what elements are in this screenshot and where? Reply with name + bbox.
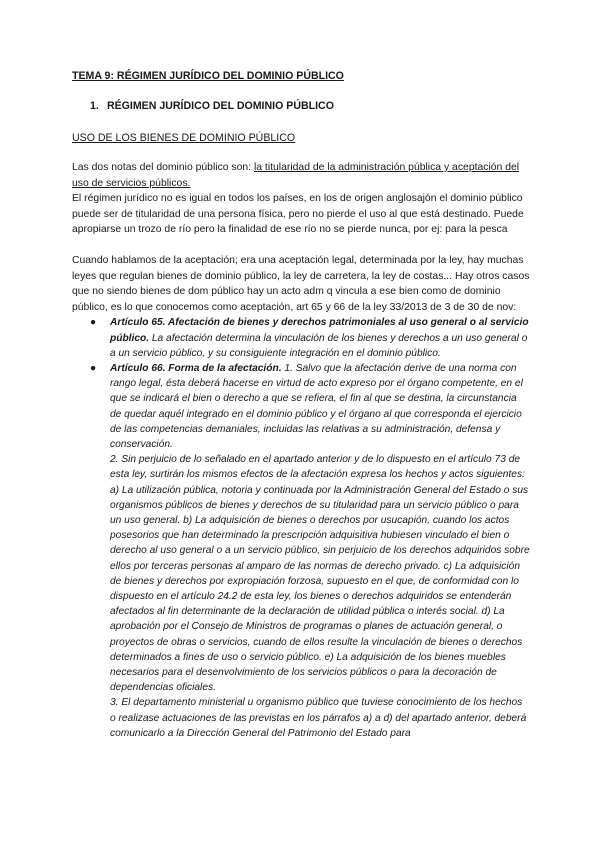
article-list bbox=[72, 315, 530, 452]
page-title: TEMA 9: RÉGIMEN JURÍDICO DEL DOMINIO PÚBLICO bbox=[72, 70, 344, 82]
paragraph-1-underlined: la titularidad de la administración pública y aceptación del uso de servicios públicos. bbox=[72, 162, 520, 189]
bullet-icon: ● bbox=[90, 362, 97, 374]
article-text: 1. Salvo que la afectación derive de una norma con rango legal, ésta deberá hacerse en virtud de acto expreso por el órgano competente, en el que se indicará el bien o derecho a que se refiera, el fin al que se destina, la circunstancia de quedar aquél integrado en el dominio público y el órgano al que corresponda el ejercicio de las competencias demaniales, incluidas las relativas a su administración, defensa y conservación. bbox=[110, 362, 523, 450]
article-title: Artículo 66. Forma de la afectación. bbox=[110, 362, 282, 374]
paragraph-1 bbox=[72, 160, 530, 191]
spacer bbox=[72, 238, 530, 253]
article-text: La afectación determina la vinculación de los bienes y derechos a un uso general o a un servicio público, y su consiguiente integración en el dominio público. bbox=[110, 332, 528, 359]
paragraph-2: Cuando hablamos de la aceptación; era una aceptación legal, determinada por la ley, hay muchas leyes que regulan bienes de dominio público, la ley de carretera, la ley de costas... Hay otros casos que no siendo bienes de dom público hay un acto adm q vincula a ese bien como de dominio público, es lo que conocemos como aceptación, art 65 y 66 de la ley 33/2013 de 3 de 30 de nov: bbox=[72, 254, 530, 313]
section-heading bbox=[90, 98, 530, 114]
paragraph-1-rest: El régimen jurídico no es igual en todos los países, en los de origen anglosajón el dominio público puede ser de titularidad de una persona física, pero no pierde el uso al que está destinado. Puede apropiarse un trozo de río pero la finalidad de ese río no se pierde nunca, por ej: para la pesca bbox=[72, 193, 524, 236]
article-title: Artículo 65. Afectación de bienes y derechos patrimoniales al uso general o al servicio público. bbox=[110, 317, 529, 344]
paragraph-1-lead: Las dos notas del dominio público son: bbox=[72, 162, 254, 173]
list-item bbox=[90, 361, 530, 452]
article-66-paragraph-2: 2. Sin perjuicio de lo señalado en el apartado anterior y de lo dispuesto en el artículo 73 de esta ley, surtirán los mismos efectos de la afectación expresa los hechos y actos siguientes: a) La utilización pública, notoria y continuada por la Administración General del Estado o sus organismos públicos de bienes y derechos de su titularidad para un servicio público o para un uso general. b) La adquisición de bienes o derechos por usucapión, cuando los actos posesorios que han determinado la prescripción adquisitiva hubiesen vinculado el bien o derecho al uso general o a un servicio público, sin perjuicio de los derechos adquiridos sobre ellos por terceras personas al amparo de las normas de derecho privado. c) La adquisición de bienes y derechos por expropiación forzosa, supuesto en el que, de conformidad con lo dispuesto en el artículo 24.2 de esta ley, los bienes o derechos adquiridos se entenderán afectados al fin determinante de la declaración de utilidad pública o interés social. d) La aprobación por el Consejo de Ministros de programas o planes de actuación general, o proyectos de obras o servicios, cuando de ellos resulte la vinculación de bienes o derechos determinados a fines de uso o servicio público. e) La adquisición de los bienes muebles necesarios para el desenvolvimiento de los servicios públicos o para la decoración de dependencias oficiales. bbox=[110, 454, 530, 694]
article-66-paragraph-3: 3. El departamento ministerial u organismo público que tuviese conocimiento de los hechos o realizase actuaciones de las previstas en los párrafos a) a d) del apartado anterior, deberá comunicarlo a la Dirección General del Patrimonio del Estado para bbox=[110, 697, 527, 739]
list-item bbox=[90, 315, 530, 361]
subsection-heading: USO DE LOS BIENES DE DOMINIO PÚBLICO bbox=[72, 132, 296, 144]
bullet-icon: ● bbox=[90, 317, 97, 329]
section-number: 1. bbox=[90, 100, 99, 112]
section-title: RÉGIMEN JURÍDICO DEL DOMINIO PÚBLICO bbox=[106, 100, 334, 112]
